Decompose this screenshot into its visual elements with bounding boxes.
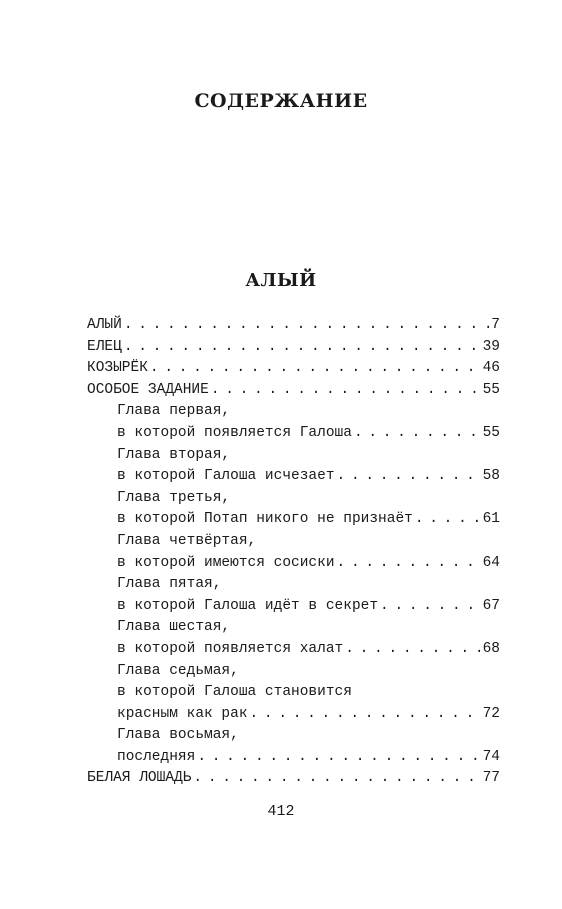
dot-leader: [354, 423, 481, 445]
toc-entry-page: 39: [482, 338, 500, 355]
dot-leader: [415, 509, 481, 531]
chapter-subtitle: в которой Галоша исчезает: [117, 468, 335, 485]
toc-entry-page: 55: [482, 381, 500, 398]
toc-entry-title: ОСОБОЕ ЗАДАНИЕ: [87, 381, 209, 398]
chapter-page: 67: [482, 597, 500, 614]
toc-entry-title: ЕЛЕЦ: [87, 338, 122, 355]
chapter-number: Глава пятая,: [117, 576, 222, 593]
dot-leader: [124, 315, 489, 337]
dot-leader: [337, 466, 481, 488]
chapter-entry: [87, 747, 500, 769]
chapter-page: 74: [482, 748, 500, 765]
dot-leader: [380, 596, 481, 618]
chapter-entry: [87, 639, 500, 661]
chapter-number: Глава шестая,: [117, 619, 231, 636]
chapter-number: Глава четвёртая,: [117, 532, 257, 549]
chapter-page: 68: [482, 640, 500, 657]
chapter-heading: [87, 488, 500, 510]
chapter-subtitle: в которой появляется халат: [117, 640, 344, 657]
dot-leader: [197, 747, 480, 769]
chapter-page: 64: [482, 554, 500, 571]
chapter-number: Глава седьмая,: [117, 662, 239, 679]
chapter-number: Глава первая,: [117, 403, 231, 420]
chapter-page: 58: [482, 468, 500, 485]
toc-entry-title: БЕЛАЯ ЛОШАДЬ: [87, 770, 192, 787]
chapter-heading: [87, 574, 500, 596]
chapter-page: 72: [482, 705, 500, 722]
chapter-subtitle: в которой Галоша идёт в секрет: [117, 597, 379, 614]
chapter-subtitle-line: [87, 682, 500, 704]
toc-entry-page: 7: [491, 317, 500, 333]
chapter-subtitle: последняя: [117, 748, 196, 765]
toc-entry-page: 46: [482, 360, 500, 377]
toc-entry-page: 77: [482, 770, 500, 787]
dot-leader: [211, 380, 481, 402]
section-title: АЛЫЙ: [245, 270, 317, 291]
chapter-subtitle: в которой Потап никого не признаёт: [117, 511, 413, 528]
chapter-heading: [87, 661, 500, 683]
chapter-number: Глава восьмая,: [117, 727, 239, 744]
chapter-page: 61: [482, 511, 500, 528]
chapter-number: Глава третья,: [117, 489, 231, 506]
dot-leader: [124, 337, 481, 359]
chapter-subtitle: в которой появляется Галоша: [117, 424, 352, 441]
chapter-entry: [87, 466, 500, 488]
chapter-subtitle-continued: красным как рак: [117, 705, 248, 722]
chapter-page: 55: [482, 424, 500, 441]
chapter-entry: [87, 423, 500, 445]
toc-entry: [87, 315, 500, 337]
chapter-entry: [87, 553, 500, 575]
toc-entry-title: КОЗЫРЁК: [87, 360, 148, 377]
page-number: 412: [267, 803, 295, 820]
toc-entry-title: АЛЫЙ: [87, 317, 122, 333]
dot-leader: [150, 358, 481, 380]
chapter-heading: [87, 531, 500, 553]
toc-entry: [87, 358, 500, 380]
chapter-heading: [87, 445, 500, 467]
chapter-heading: [87, 725, 500, 747]
chapter-subtitle: в которой имеются сосиски: [117, 554, 335, 571]
dot-leader: [337, 553, 481, 575]
chapter-entry: [87, 596, 500, 618]
dot-leader: [193, 768, 480, 790]
table-of-contents: [87, 315, 500, 790]
chapter-heading: [87, 401, 500, 423]
toc-entry: [87, 337, 500, 359]
dot-leader: [250, 704, 481, 726]
toc-entry: [87, 768, 500, 790]
page-title: СОДЕРЖАНИЕ: [194, 90, 368, 112]
chapter-number: Глава вторая,: [117, 446, 231, 463]
chapter-entry: [87, 704, 500, 726]
chapter-subtitle: в которой Галоша становится: [117, 684, 352, 701]
toc-entry: [87, 380, 500, 402]
chapter-entry: [87, 509, 500, 531]
dot-leader: [345, 639, 480, 661]
chapter-heading: [87, 617, 500, 639]
